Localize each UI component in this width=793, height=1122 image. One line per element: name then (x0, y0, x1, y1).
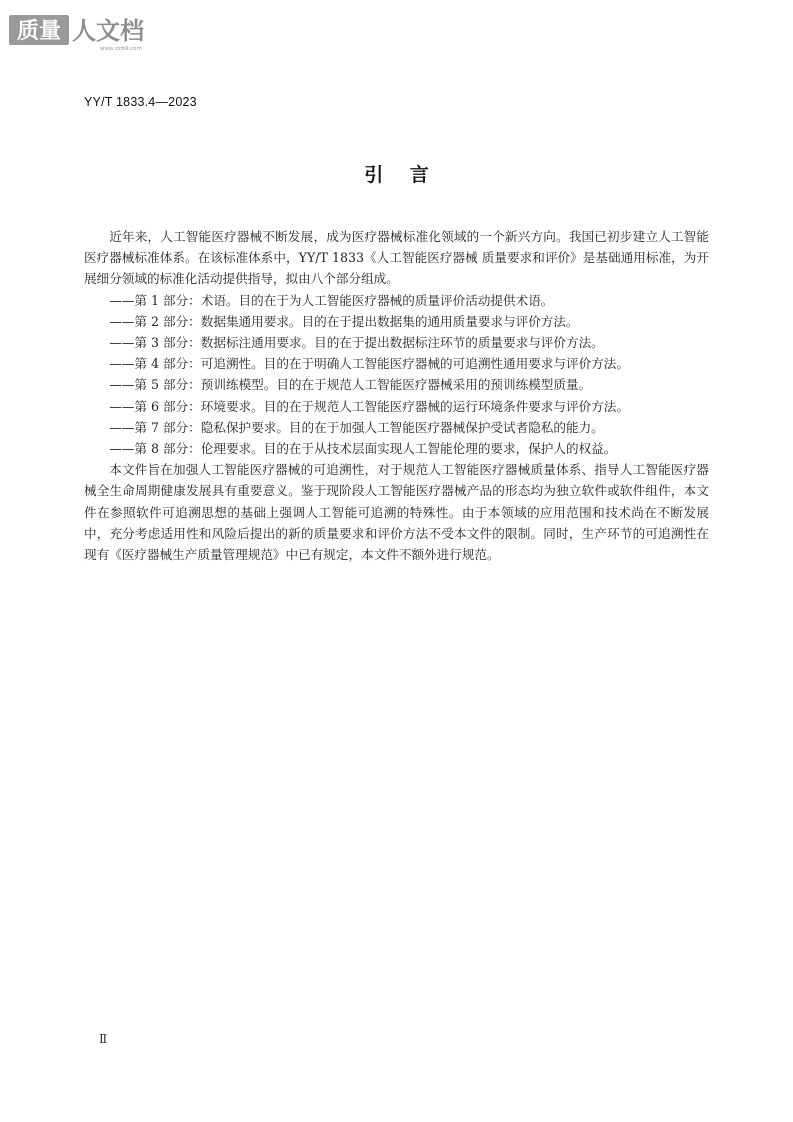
list-dash: —— (109, 313, 135, 329)
list-item-text: 第 6 部分：环境要求。目的在于规范人工智能医疗器械的运行环境条件要求与评价方法。 (134, 398, 629, 414)
list-item-text: 第 7 部分：隐私保护要求。目的在于加强人工智能医疗器械保护受试者隐私的能力。 (134, 419, 604, 435)
list-item-text: 第 8 部分：伦理要求。目的在于从技术层面实现人工智能伦理的要求，保护人的权益。 (134, 441, 617, 457)
watermark-brand-part2: 人文档 (72, 17, 144, 45)
list-item (84, 396, 709, 417)
section-title: 引 言 (364, 164, 429, 186)
site-watermark-logo (8, 12, 158, 52)
intro-paragraph: 近年来，人工智能医疗器械不断发展，成为医疗器械标准化领域的一个新兴方向。我国已初步建立人工智能医疗器械标准体系。在该标准体系中，YY/T 1833《人工智能医疗器械 质量要求和评价》是基础通用标准，为开展细分领域的标准化活动提供指导，拟由八个部分组成。 (84, 229, 709, 287)
list-item-text: 第 5 部分：预训练模型。目的在于规范人工智能医疗器械采用的预训练模型质量。 (134, 377, 592, 393)
list-item (84, 290, 709, 311)
document-code: YY/T 1833.4—2023 (84, 95, 197, 109)
list-item (84, 311, 709, 332)
watermark-brand-part1: 质量 (16, 19, 62, 44)
list-item (84, 353, 709, 374)
closing-paragraph: 本文件旨在加强人工智能医疗器械的可追溯性，对于规范人工智能医疗器械质量体系、指导人工智能医疗器械全生命周期健康发展具有重要意义。鉴于现阶段人工智能医疗器械产品的形态均为独立软件或软件组件，本文件在参照软件可追溯思想的基础上强调人工智能可追溯的特殊性。由于本领域的应用范围和技术尚在不断发展中，充分考虑适用性和风险后提出的新的质量要求和评价方法不受本文件的限制。同时，生产环节的可追溯性在现有《医疗器械生产质量管理规范》中已有规定，本文件不额外进行规范。 (84, 462, 709, 563)
list-item (84, 332, 709, 353)
list-item (84, 374, 709, 395)
list-item (84, 417, 709, 438)
list-item (84, 438, 709, 459)
list-dash: —— (109, 335, 135, 351)
list-dash: —— (109, 292, 135, 308)
list-item-text: 第 2 部分：数据集通用要求。目的在于提出数据集的通用质量要求与评价方法。 (134, 313, 579, 329)
list-dash: —— (109, 441, 135, 457)
list-item-text: 第 4 部分：可追溯性。目的在于明确人工智能医疗器械的可追溯性通用要求与评价方法。 (134, 356, 629, 372)
watermark-url: www.zlrb9.com (100, 46, 142, 52)
list-item-text: 第 1 部分：术语。目的在于为人工智能医疗器械的质量评价活动提供术语。 (134, 292, 554, 308)
page-number: Ⅱ (99, 1032, 108, 1046)
list-dash: —— (109, 419, 135, 435)
list-item-text: 第 3 部分：数据标注通用要求。目的在于提出数据标注环节的质量要求与评价方法。 (134, 335, 604, 351)
list-dash: —— (109, 356, 135, 372)
list-dash: —— (109, 377, 135, 393)
introduction-body (84, 226, 709, 565)
list-dash: —— (109, 398, 135, 414)
